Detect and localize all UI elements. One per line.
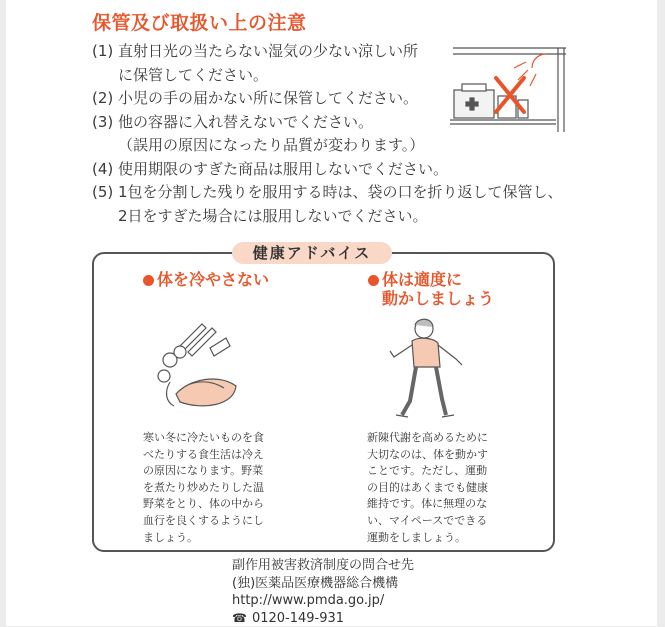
- exercising-woman-illustration: [388, 315, 468, 425]
- contact-url[interactable]: http://www.pmda.go.jp/: [232, 592, 414, 610]
- contact-organization: (独)医薬品医療機器総合機構: [232, 575, 414, 593]
- health-advice-label: 健康アドバイス: [232, 242, 392, 264]
- advice-text-exercise: 新陳代謝を高めるために 大切なのは、体を動かす ことです。ただし、運動 の目的はあくまでも健康 維持です。体に無理のな い、マイペースでできる 運動をしましょう。: [367, 430, 488, 546]
- phone-icon: ☎: [232, 611, 247, 625]
- sunlight-storage-illustration: [448, 40, 568, 132]
- precaution-item: (4) 使用期限のすぎた商品は服用しないでください。: [92, 158, 582, 182]
- precaution-item: (1) 直射日光の当たらない湿気の少ない涼しい所 に保管してください。: [92, 40, 582, 87]
- bullet-icon: [368, 275, 379, 286]
- precaution-item: (2) 小児の手の届かない所に保管してください。: [92, 87, 582, 111]
- advice-heading-warmth: 体を冷やさない: [143, 270, 269, 289]
- vegetables-illustration: [150, 318, 250, 418]
- precaution-item: (5) 1包を分割した残りを服用する時は、袋の口を折り返して保管し、 2日をすぎた場合には服用しないでください。: [92, 181, 582, 228]
- bullet-icon: [143, 275, 154, 286]
- section-title: 保管及び取扱い上の注意: [92, 8, 307, 35]
- advice-heading-exercise: 体は適度に 動かしましょう: [368, 270, 494, 308]
- precaution-item: (3) 他の容器に入れ替えないでください。 （誤用の原因になったり品質が変わります。）: [92, 111, 582, 158]
- contact-heading: 副作用被害救済制度の問合せ先: [232, 557, 414, 575]
- contact-info: [232, 557, 414, 627]
- advice-text-warmth: 寒い冬に冷たいものを食 べたりする食生活は冷え の原因になります。野菜 を煮たり炒めたりした温 野菜をとり、体の中から 血行を良くするようにし ましょう。: [143, 430, 264, 546]
- contact-phone: ☎ 0120-149-931: [232, 610, 414, 627]
